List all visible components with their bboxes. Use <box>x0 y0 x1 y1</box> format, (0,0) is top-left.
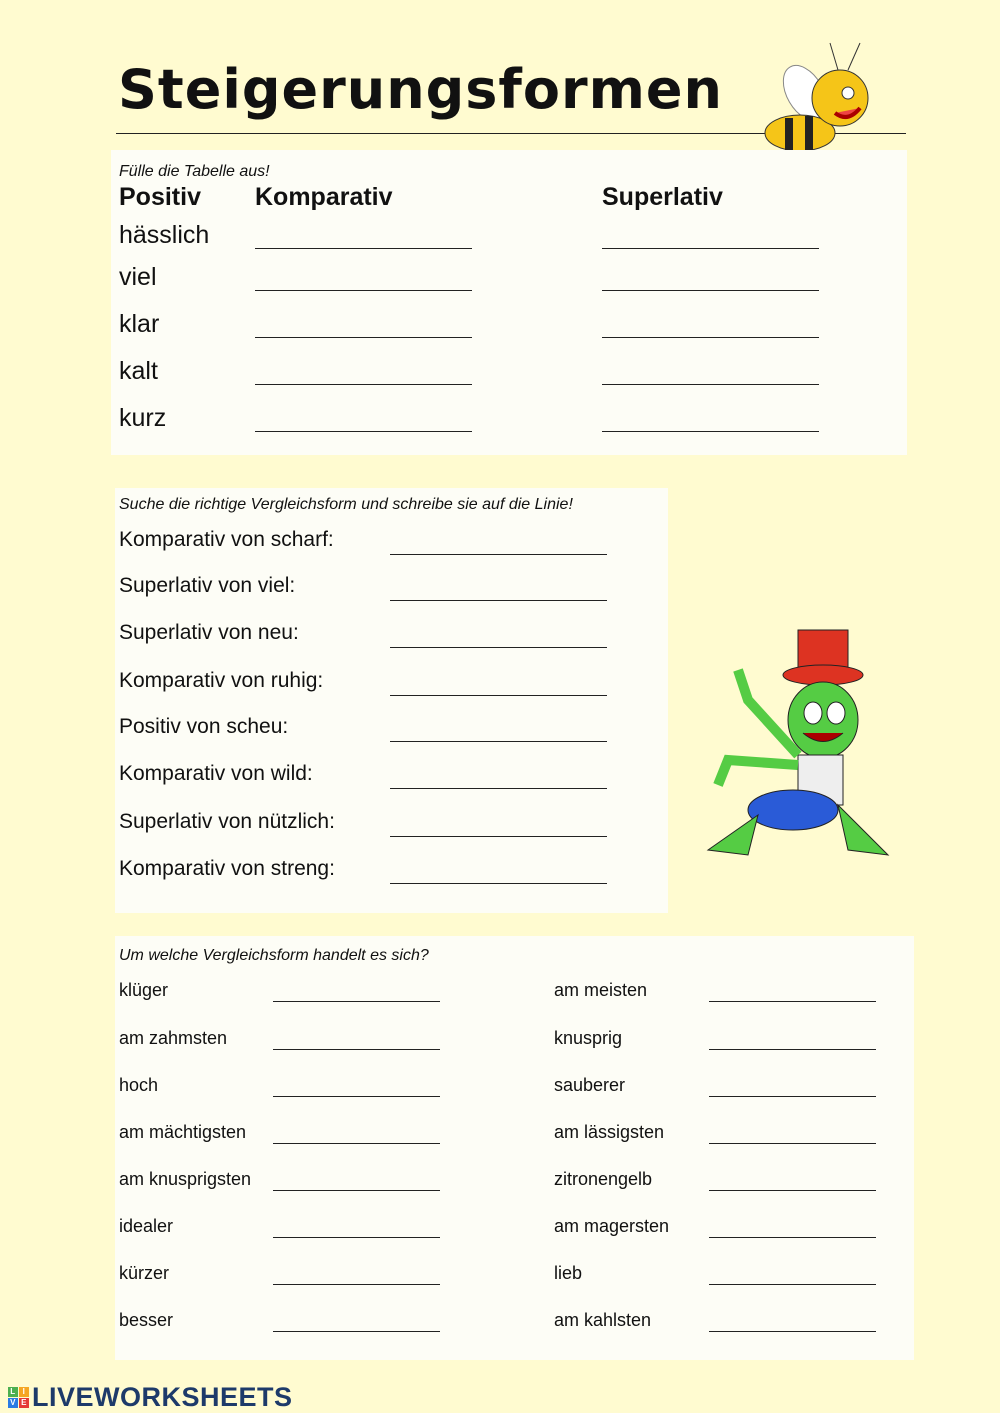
word-right: am lässigsten <box>554 1122 665 1142</box>
comparison-prompt: Komparativ von scharf: <box>119 528 334 551</box>
form-answer-input-right[interactable] <box>709 1217 876 1238</box>
word-right: sauberer <box>554 1075 626 1095</box>
comparison-prompt: Superlativ von viel: <box>119 574 296 597</box>
word-left: kürzer <box>119 1263 170 1283</box>
positiv-word: kalt <box>119 357 158 385</box>
logo-badge-icon: L I V E <box>8 1387 29 1408</box>
superlativ-answer-input[interactable] <box>602 317 819 338</box>
superlativ-answer-input[interactable] <box>602 270 819 291</box>
word-left: klüger <box>119 980 169 1000</box>
komparativ-answer-input[interactable] <box>255 411 472 432</box>
form-answer-input-right[interactable] <box>709 1123 876 1144</box>
comparison-prompt: Komparativ von wild: <box>119 762 313 785</box>
form-answer-input-right[interactable] <box>709 1029 876 1050</box>
positiv-word: kurz <box>119 404 167 432</box>
form-answer-input-right[interactable] <box>709 1170 876 1191</box>
comparison-answer-input[interactable] <box>390 863 607 884</box>
section3-instruction: Um welche Vergleichsform handelt es sich? <box>119 947 429 964</box>
comparison-prompt: Superlativ von nützlich: <box>119 810 335 833</box>
word-left: idealer <box>119 1216 174 1236</box>
positiv-word: hässlich <box>119 221 210 249</box>
komparativ-answer-input[interactable] <box>255 270 472 291</box>
form-answer-input-right[interactable] <box>709 1264 876 1285</box>
komparativ-answer-input[interactable] <box>255 228 472 249</box>
form-answer-input-left[interactable] <box>273 1029 440 1050</box>
comparison-prompt: Komparativ von ruhig: <box>119 669 324 692</box>
comparison-prompt: Komparativ von streng: <box>119 857 335 880</box>
word-left: am mächtigsten <box>119 1122 247 1142</box>
word-left: hoch <box>119 1075 159 1095</box>
word-right: am meisten <box>554 980 648 1000</box>
word-left: besser <box>119 1310 174 1330</box>
comparison-prompt: Superlativ von neu: <box>119 621 299 644</box>
superlativ-answer-input[interactable] <box>602 228 819 249</box>
word-right: zitronengelb <box>554 1169 653 1189</box>
comparison-answer-input[interactable] <box>390 721 607 742</box>
positiv-word: klar <box>119 310 160 338</box>
komparativ-answer-input[interactable] <box>255 317 472 338</box>
table-section <box>111 150 907 455</box>
section2-instruction: Suche die richtige Vergleichsform und schreibe sie auf die Linie! <box>119 496 573 513</box>
comparison-answer-input[interactable] <box>390 768 607 789</box>
positiv-word: viel <box>119 263 157 291</box>
form-answer-input-left[interactable] <box>273 1170 440 1191</box>
form-answer-input-left[interactable] <box>273 1264 440 1285</box>
komparativ-answer-input[interactable] <box>255 364 472 385</box>
form-answer-input-right[interactable] <box>709 981 876 1002</box>
form-answer-input-left[interactable] <box>273 1311 440 1332</box>
header-superlativ: Superlativ <box>602 183 723 211</box>
word-right: knusprig <box>554 1028 623 1048</box>
liveworksheets-logo <box>8 1382 293 1413</box>
comparison-answer-input[interactable] <box>390 675 607 696</box>
form-answer-input-right[interactable] <box>709 1076 876 1097</box>
logo-text: LIVEWORKSHEETS <box>32 1382 293 1412</box>
word-left: am zahmsten <box>119 1028 228 1048</box>
comparison-answer-input[interactable] <box>390 580 607 601</box>
comparison-prompt: Positiv von scheu: <box>119 715 289 738</box>
form-answer-input-left[interactable] <box>273 1217 440 1238</box>
superlativ-answer-input[interactable] <box>602 411 819 432</box>
comparison-answer-input[interactable] <box>390 816 607 837</box>
comparison-answer-input[interactable] <box>390 534 607 555</box>
word-right: lieb <box>554 1263 583 1283</box>
section1-instruction: Fülle die Tabelle aus! <box>119 163 270 180</box>
word-right: am kahlsten <box>554 1310 652 1330</box>
word-left: am knusprigsten <box>119 1169 252 1189</box>
comparison-answer-input[interactable] <box>390 627 607 648</box>
form-answer-input-right[interactable] <box>709 1311 876 1332</box>
form-answer-input-left[interactable] <box>273 1076 440 1097</box>
header-positiv: Positiv <box>119 183 201 211</box>
grasshopper-illustration-icon <box>688 625 903 870</box>
form-answer-input-left[interactable] <box>273 1123 440 1144</box>
word-right: am magersten <box>554 1216 670 1236</box>
header-komparativ: Komparativ <box>255 183 393 211</box>
superlativ-answer-input[interactable] <box>602 364 819 385</box>
page-title: Steigerungsformen <box>118 58 723 121</box>
form-answer-input-left[interactable] <box>273 981 440 1002</box>
